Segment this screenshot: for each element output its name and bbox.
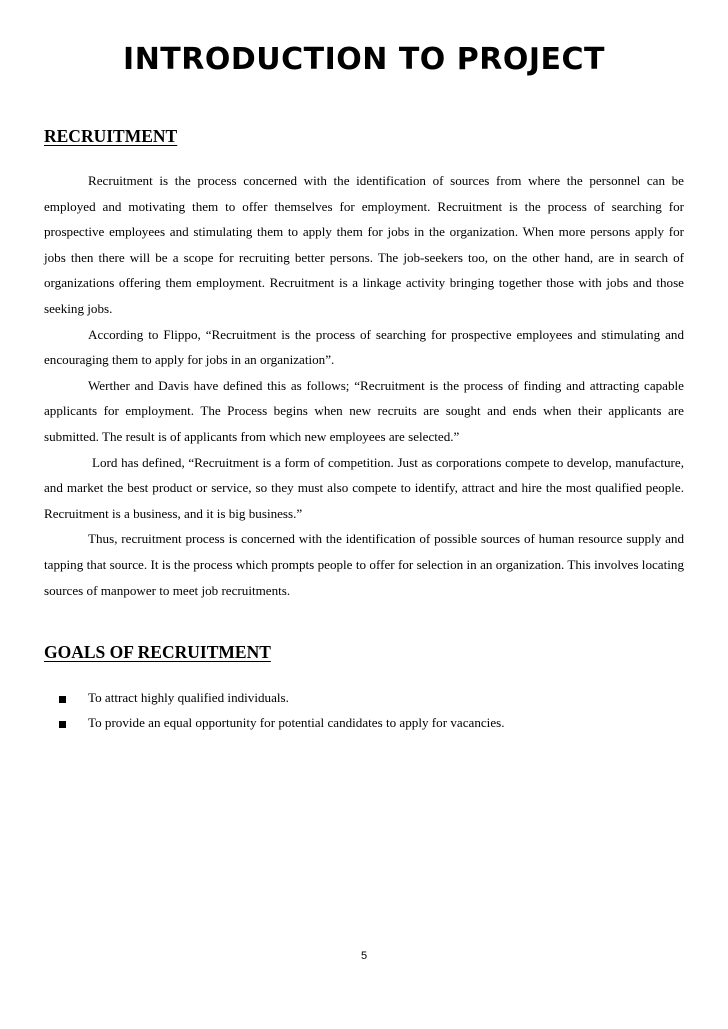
recruitment-body	[44, 168, 684, 603]
section-heading-goals: GOALS OF RECRUITMENT	[44, 642, 271, 662]
paragraph-flippo: According to Flippo, “Recruitment is the process of searching for prospective employees and stimulating and encouraging them to apply for jobs in an organization”.	[44, 326, 684, 368]
square-bullet-icon	[59, 696, 66, 703]
section-heading-recruitment: RECRUITMENT	[44, 126, 178, 146]
paragraph-werther-davis: Werther and Davis have defined this as follows; “Recruitment is the process of finding and attracting capable applicants for employment. The Process begins when new recruits are sought and ends when their applicants are submitted. The result is of applicants from which new employees are selected.”	[44, 377, 684, 444]
page-title: INTRODUCTION TO PROJECT	[123, 42, 605, 77]
square-bullet-icon	[59, 721, 66, 728]
list-item	[59, 685, 505, 710]
goals-list	[59, 685, 505, 735]
paragraph-conclusion: Thus, recruitment process is concerned with the identification of possible sources of human resource supply and tapping that source. It is the process which prompts people to offer for selection in an organization. This involves locating sources of manpower to meet job recruitments.	[44, 531, 684, 598]
goal-text: To attract highly qualified individuals.	[88, 690, 289, 705]
paragraph-definition: Recruitment is the process concerned with the identification of sources from where the personnel can be employed and motivating them to offer themselves for employment. Recruitment is the process of searching for prospective employees and stimulating them to apply them for jobs in the organization. When more persons apply for jobs then there will be a scope for recruiting better persons. The job-seekers too, on the other hand, are in search of organizations offering them employment. Recruitment is a linkage activity bringing together those with jobs and those seeking jobs.	[44, 173, 684, 316]
paragraph-lord: Lord has defined, “Recruitment is a form of competition. Just as corporations compete to develop, manufacture, and market the best product or service, so they must also compete to identify, attract and hire the most qualified people. Recruitment is a business, and it is big business.”	[44, 454, 684, 521]
list-item	[59, 710, 505, 735]
page-number: 5	[360, 950, 368, 962]
goal-text: To provide an equal opportunity for potential candidates to apply for vacancies.	[88, 715, 505, 730]
